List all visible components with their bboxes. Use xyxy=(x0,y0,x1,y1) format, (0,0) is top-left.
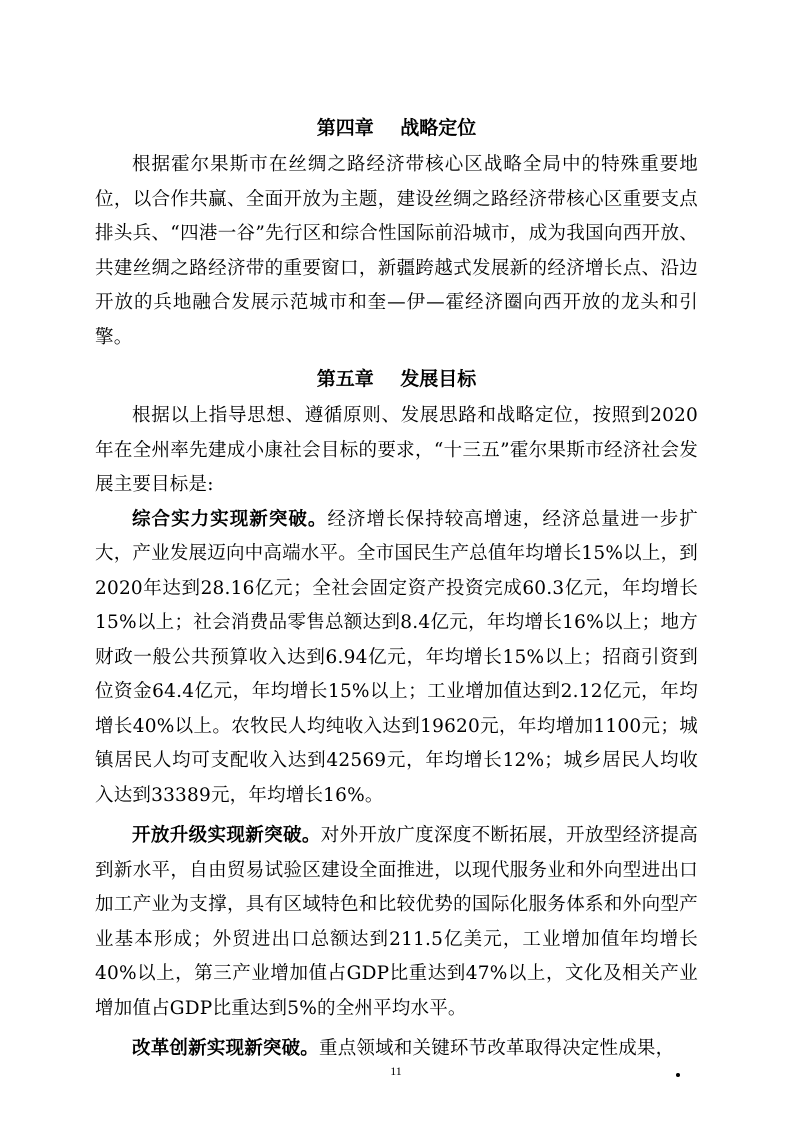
chapter-5-title: 第五章 发展目标 xyxy=(316,368,477,390)
goal-paragraph-overall-strength xyxy=(95,503,698,814)
goal-body-opening-up: 对外开放广度深度不断拓展，开放型经济提高到新水平，自由贸易试验区建设全面推进，以现代服务业和外向型进出口加工产业为支撑，具有区域特色和比较优势的国际化服务体系和外向型产业基本形成；外贸进出口总额达到211.5亿美元，工业增加值年均增长40%以上，第三产业增加值占GDP比重达到47%以上，文化及相关产业增加值占GDP比重达到5%的全州平均水平。 xyxy=(95,825,698,1019)
goal-lead-overall-strength: 综合实力实现新突破。 xyxy=(132,508,328,530)
document-page xyxy=(95,108,698,1067)
footer-dot xyxy=(676,1073,680,1077)
goal-paragraph-opening-up xyxy=(95,819,698,1026)
goal-lead-opening-up: 开放升级实现新突破。 xyxy=(132,825,321,846)
goal-paragraph-reform-innovation xyxy=(95,1032,698,1067)
goal-body-overall-strength: 经济增长保持较高增速，经济总量进一步扩大，产业发展迈向中高端水平。全市国民生产总值年均增长15%以上，到2020年达到28.16亿元；全社会固定资产投资完成60.3亿元，年均增长15%以上；社会消费品零售总额达到8.4亿元，年均增长16%以上；地方财政一般公共预算收入达到6.94亿元，年均增长15%以上；招商引资到位资金64.4亿元，年均增长15%以上；工业增加值达到2.12亿元，年均增长40%以上。农牧民人均纯收入达到19620元，年均增加1100元；城镇居民人均可支配收入达到42569元，年均增长12%；城乡居民人均收入达到33389元，年均增长16%。 xyxy=(95,508,698,806)
goal-lead-reform-innovation: 改革创新实现新突破。 xyxy=(132,1038,320,1059)
goal-body-reform-innovation: 重点领域和关键环节改革取得决定性成果， xyxy=(319,1038,675,1059)
page-number: 11 xyxy=(390,1064,402,1078)
chapter-4-paragraph: 根据霍尔果斯市在丝绸之路经济带核心区战略全局中的特殊重要地位，以合作共赢、全面开放为主题，建设丝绸之路经济带核心区重要支点排头兵、“四港一谷”先行区和综合性国际前沿城市，成为我国向西开放、共建丝绸之路经济带的重要窗口，新疆跨越式发展新的经济增长点、沿边开放的兵地融合发展示范城市和奎—伊—霍经济圈向西开放的龙头和引擎。 xyxy=(95,154,698,348)
chapter-4-title: 第四章 战略定位 xyxy=(316,117,477,139)
chapter-5-intro: 根据以上指导思想、遵循原则、发展思路和战略定位，按照到2020年在全州率先建成小康社会目标的要求，“十三五”霍尔果斯市经济社会发展主要目标是: xyxy=(95,405,698,495)
